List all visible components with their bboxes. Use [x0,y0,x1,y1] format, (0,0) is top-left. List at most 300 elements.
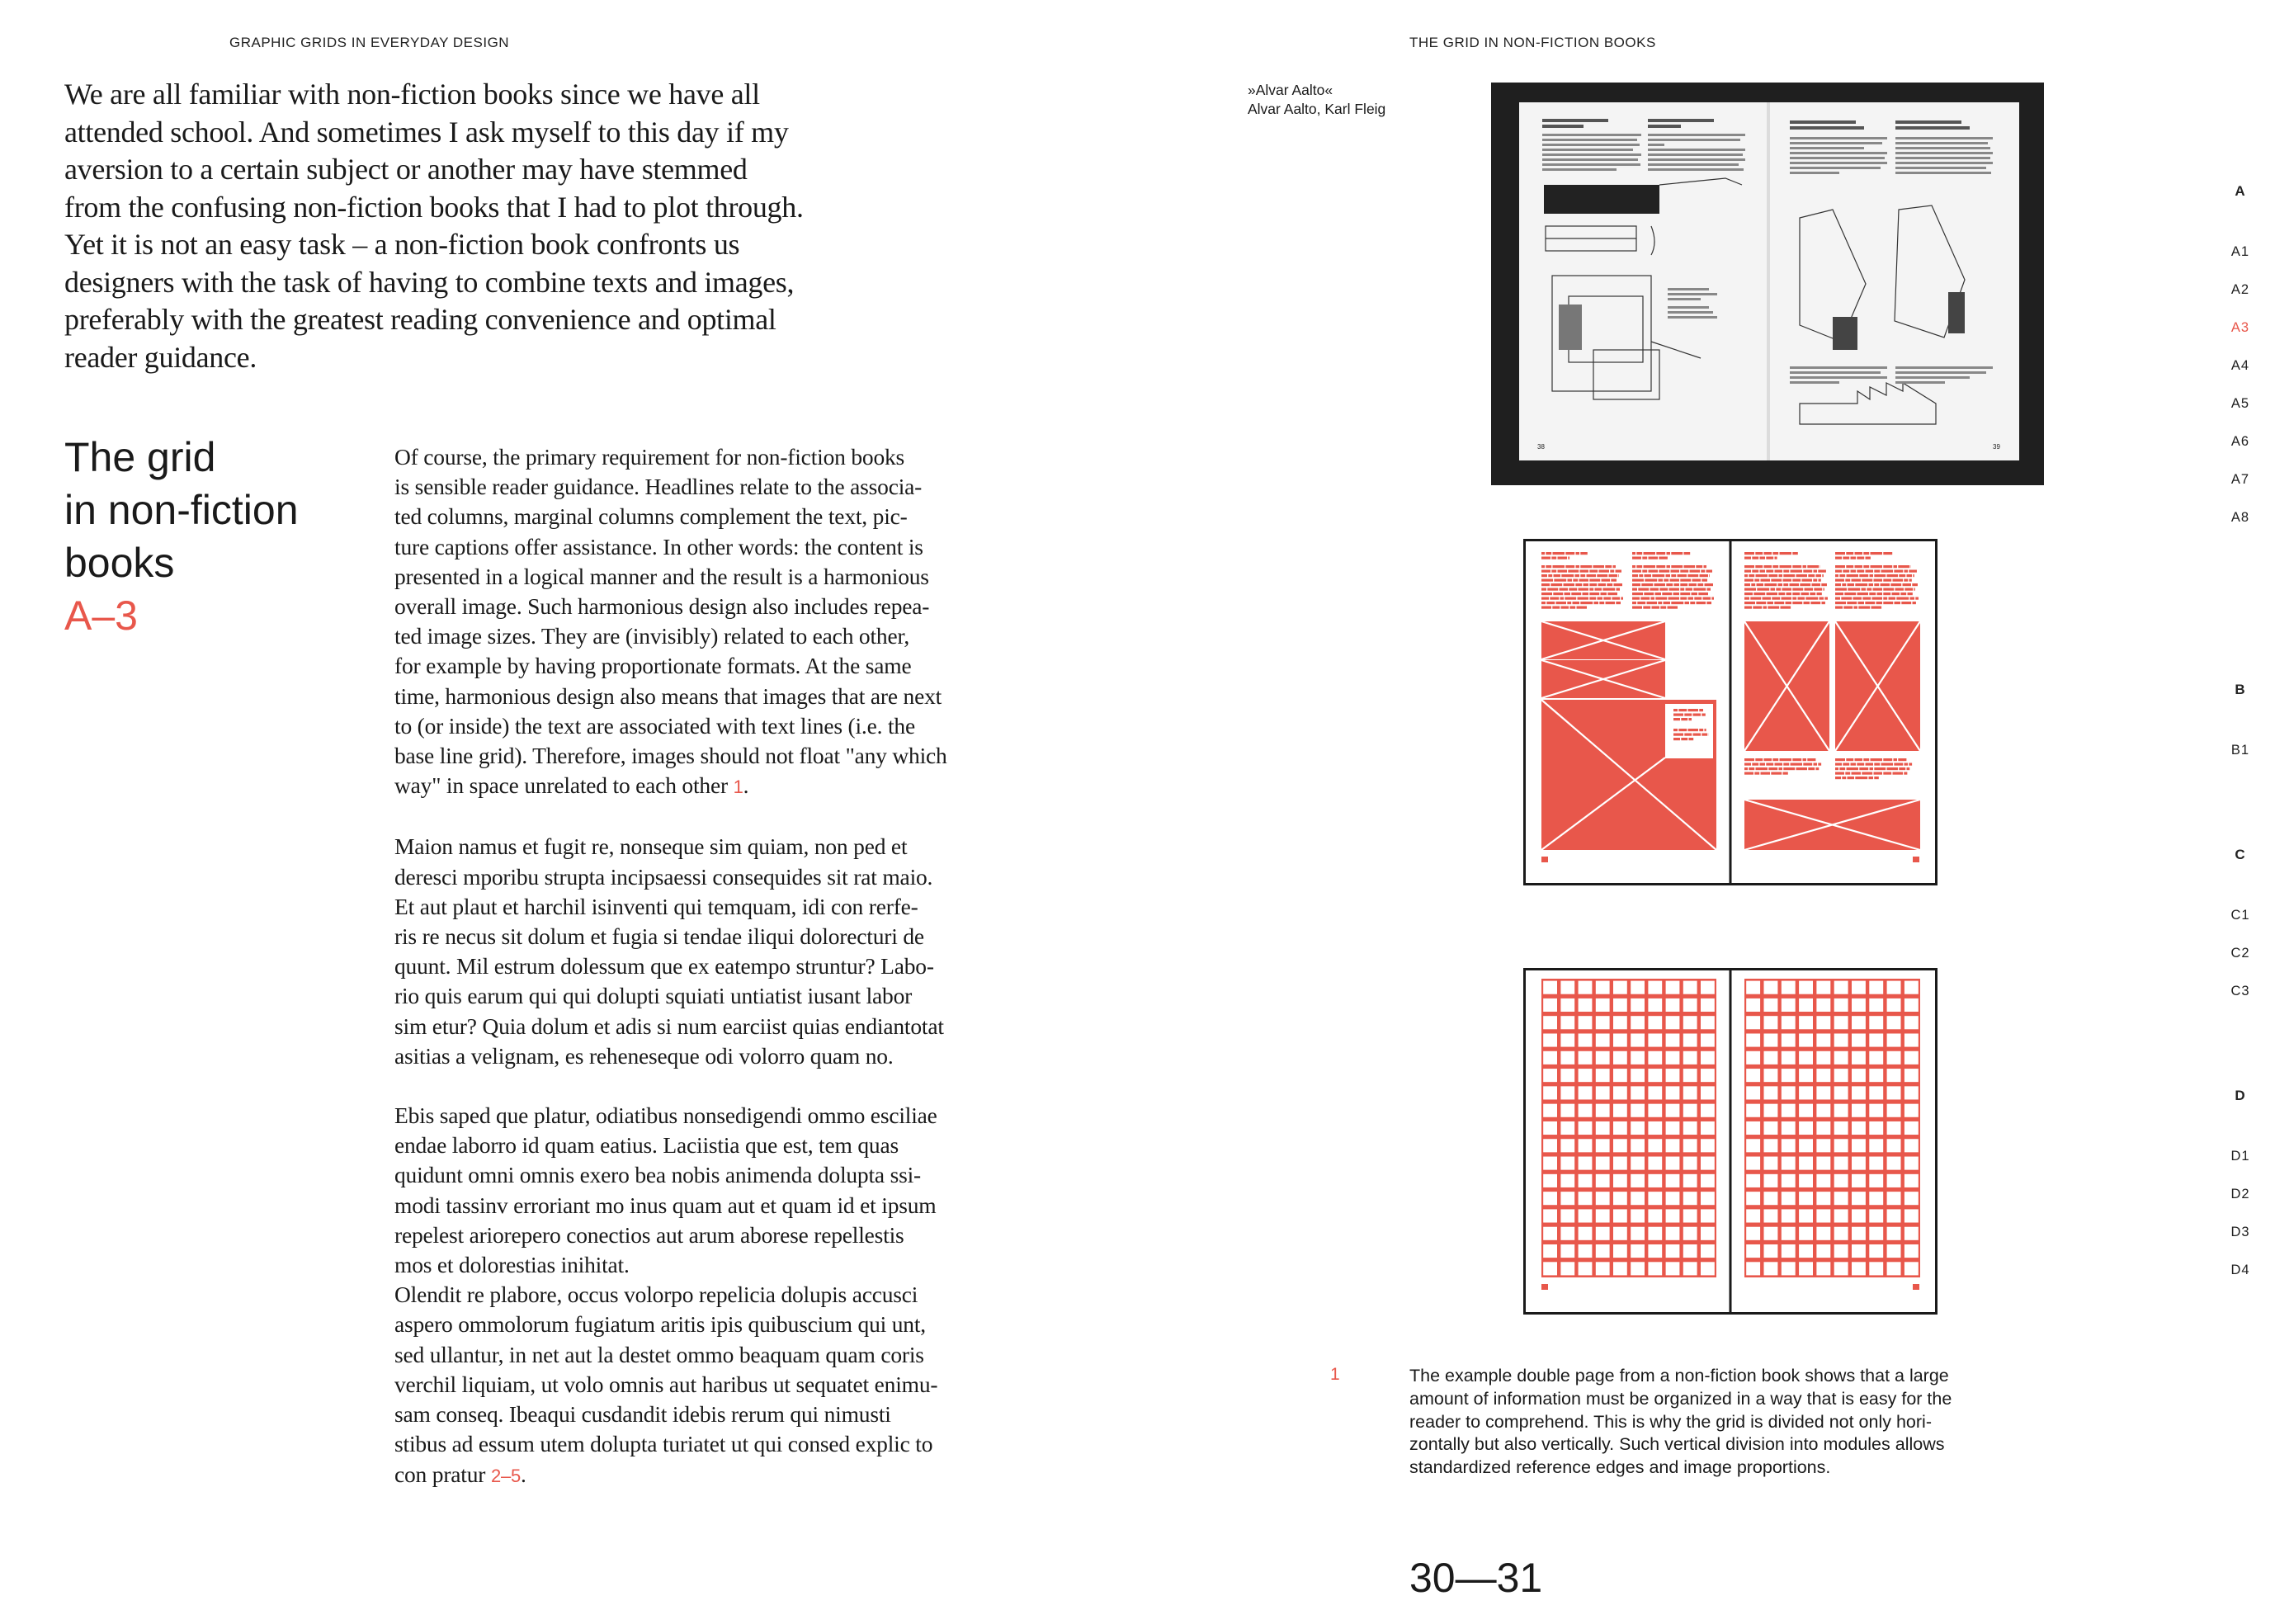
intro-line: from the confusing non-fiction books that I had to plot through. [64,190,804,224]
grid-module [1701,1104,1715,1117]
text-placeholder [1883,758,1892,761]
grid-module [1648,981,1662,994]
text-placeholder [1874,777,1879,779]
grid-module [1852,1121,1866,1135]
text-placeholder [1783,763,1789,766]
index-section-c[interactable]: C [2235,847,2246,862]
grid-module [1904,1086,1919,1099]
grid-module [1666,1192,1680,1205]
text-placeholder [1835,767,1838,770]
grid-module [1560,1192,1574,1205]
body-line: ris re necus sit dolum et fugia si tendae iliqui dolorecturi de [394,923,924,950]
grid-module [1887,1157,1901,1170]
grid-module [1746,1016,1760,1029]
text-placeholder [1603,597,1611,600]
grid-module [1543,1016,1557,1029]
text-placeholder [1666,574,1671,577]
text-placeholder [1598,597,1603,600]
text-placeholder [1894,763,1903,766]
grid-module [1560,1104,1574,1117]
grid-module [1648,1069,1662,1082]
grid-module [1648,998,1662,1012]
text-placeholder [1568,570,1579,573]
grid-module [1579,1051,1593,1065]
grid-module [1631,1192,1645,1205]
grid-module [1799,1139,1813,1152]
text-placeholder [1895,588,1904,591]
text-placeholder [1817,592,1822,595]
figure-reference-1[interactable]: 1 [733,777,743,798]
grid-module [1746,1086,1760,1099]
body-line: repelest ariorepero conectios aut arum aborese repellestis [394,1221,904,1248]
grid-module [1869,1086,1883,1099]
text-placeholder [1842,583,1846,586]
grid-module [1834,1192,1848,1205]
text-placeholder [1855,565,1863,568]
text-placeholder [1561,574,1574,577]
grid-module [1887,1121,1901,1135]
grid-module [1746,1121,1760,1135]
grid-module [1613,1192,1627,1205]
grid-module [1887,981,1901,994]
grid-module [1666,1227,1680,1240]
grid-module [1648,1262,1662,1275]
text-placeholder [1883,597,1887,600]
text-placeholder [1602,579,1611,582]
grid-module [1782,1069,1796,1082]
body-paragraph-3 [394,1101,1038,1280]
text-placeholder [1805,597,1818,600]
grid-module [1543,1104,1557,1117]
photo-page-left: 38 [1537,443,1545,451]
grid-module [1904,1209,1919,1222]
index-section-d[interactable]: D [2235,1088,2246,1103]
grid-module [1746,1104,1760,1117]
text-placeholder [1565,552,1574,555]
grid-module [1701,1016,1715,1029]
grid-module [1852,1209,1866,1222]
text-placeholder [1883,565,1892,568]
grid-module [1746,1192,1760,1205]
text-placeholder [1568,579,1573,582]
text-placeholder [1814,570,1818,573]
grid-module [1683,1157,1697,1170]
grid-module [1579,1157,1593,1170]
text-placeholder [1791,763,1803,766]
grid-module [1782,1016,1796,1029]
text-placeholder [1857,592,1869,595]
text-placeholder [1699,709,1703,711]
text-placeholder [1821,583,1827,586]
index-section-b[interactable]: B [2235,682,2246,697]
text-placeholder [1816,574,1822,577]
text-placeholder [1659,557,1668,559]
grid-module [1666,1262,1680,1275]
modular-grid-diagram [1523,968,1938,1315]
text-placeholder [1541,574,1547,577]
text-placeholder [1883,588,1894,591]
text-placeholder [1772,565,1778,568]
grid-module [1816,1051,1830,1065]
grid-module [1560,1139,1574,1152]
folio-marker [1913,857,1919,862]
grid-module [1631,1262,1645,1275]
index-item-a7[interactable]: A7 [2230,472,2250,487]
grid-module [1560,1209,1574,1222]
grid-module [1904,1227,1919,1240]
text-placeholder [1835,758,1845,761]
layout-schematic-diagram [1523,539,1938,885]
text-placeholder [1847,767,1859,770]
text-placeholder [1541,557,1550,559]
text-placeholder [1689,583,1697,586]
body-line: sed ullantur, in net aut la destet ommo beaquam quam coris [394,1341,924,1367]
grid-module [1560,1051,1574,1065]
body-line: modi tassinv erroriant mo inus quam aut et quam id et ipsum [394,1192,937,1218]
grid-module [1631,981,1645,994]
text-placeholder [1688,597,1694,600]
text-placeholder [1705,729,1706,731]
text-placeholder [1796,574,1808,577]
text-placeholder [1689,738,1694,740]
text-placeholder [1553,592,1563,595]
grid-module [1579,1016,1593,1029]
grid-module [1560,1016,1574,1029]
text-placeholder [1689,718,1692,720]
body-line: overall image. Such harmonious design also includes repea- [394,593,930,620]
text-placeholder [1842,777,1846,779]
text-placeholder [1835,772,1844,775]
grid-module [1683,1086,1697,1099]
grid-module [1834,1016,1848,1029]
text-placeholder [1857,570,1864,573]
grid-module [1799,998,1813,1012]
text-placeholder [1680,579,1691,582]
text-placeholder [1779,767,1783,770]
grid-module [1596,1069,1610,1082]
grid-module [1799,1174,1813,1187]
text-placeholder [1909,579,1912,582]
text-placeholder [1892,592,1900,595]
text-placeholder [1871,565,1883,568]
body-line: for example by having proportionate formats. At the same [394,653,912,679]
grid-module [1648,1192,1662,1205]
text-placeholder [1632,579,1644,582]
grid-module [1782,1121,1796,1135]
text-placeholder [1541,552,1545,555]
text-placeholder [1612,597,1621,600]
grid-module [1764,1209,1778,1222]
text-placeholder [1898,565,1909,568]
grid-module [1816,1174,1830,1187]
index-item-b1[interactable]: B1 [2230,743,2250,758]
text-placeholder [1673,738,1680,740]
text-placeholder [1558,570,1568,573]
grid-module [1887,1086,1901,1099]
grid-module [1560,998,1574,1012]
grid-module [1816,1121,1830,1135]
grid-module [1631,1104,1645,1117]
text-placeholder [1744,763,1751,766]
text-placeholder [1656,552,1665,555]
index-item-a5[interactable]: A5 [2230,396,2250,411]
grid-module [1852,1104,1866,1117]
text-placeholder [1866,763,1874,766]
grid-module [1596,1139,1610,1152]
grid-module [1834,1157,1848,1170]
text-placeholder [1865,602,1875,604]
index-item-c2[interactable]: C2 [2230,946,2250,961]
text-placeholder [1835,588,1847,591]
grid-module [1782,1086,1796,1099]
index-item-a4[interactable]: A4 [2230,358,2250,373]
grid-module [1579,1033,1593,1046]
text-placeholder [1778,592,1785,595]
text-placeholder [1764,583,1777,586]
text-placeholder [1753,592,1765,595]
grid-module [1816,1016,1830,1029]
grid-module [1648,1157,1662,1170]
text-placeholder [1560,588,1569,591]
grid-module [1543,998,1557,1012]
grid-module [1869,1174,1883,1187]
index-item-d4[interactable]: D4 [2230,1263,2250,1277]
text-placeholder [1541,588,1546,591]
grid-module [1648,1227,1662,1240]
text-placeholder [1910,597,1915,600]
grid-module [1579,1139,1593,1152]
grid-module [1596,1174,1610,1187]
text-placeholder [1803,763,1812,766]
source-title: »Alvar Aalto« [1248,82,1333,98]
body-line: sam conseq. Ibeaqui cusdandit idebis rerum qui nimusti [394,1401,891,1428]
grid-module [1579,1104,1593,1117]
index-item-d2[interactable]: D2 [2230,1187,2250,1201]
text-placeholder [1792,552,1798,555]
text-placeholder [1607,583,1612,586]
text-placeholder [1589,579,1600,582]
text-placeholder [1702,734,1707,736]
photo-spread-pages [1519,102,2019,460]
grid-module [1631,1174,1645,1187]
grid-module [1904,1016,1919,1029]
text-placeholder [1693,714,1702,716]
text-placeholder [1904,763,1909,766]
text-placeholder [1632,597,1640,600]
grid-module [1701,1121,1715,1135]
grid-module [1613,1244,1627,1258]
grid-module [1887,1192,1901,1205]
index-item-c3[interactable]: C3 [2230,984,2250,998]
grid-module [1887,1104,1901,1117]
index-item-d1[interactable]: D1 [2230,1149,2250,1164]
grid-module [1816,1157,1830,1170]
caption-line: reader to comprehend. This is why the grid is divided not only hori- [1409,1411,1932,1432]
text-placeholder [1704,565,1707,568]
text-placeholder [1659,579,1664,582]
grid-module [1648,1051,1662,1065]
figure-reference-2-5[interactable]: 2–5 [490,1465,522,1486]
body-paragraph-1: Of course, the primary requirement for non-fiction books is sensible reader guidance. Headlines relate to the associa- ted columns, marginal columns complement the text, pic- ture captions offer assistance. In other words: the content is presented in a logical manner and the result is a harmonious overall image. Such harmonious design also includes repea- ted image sizes. They are (invisibly) related to each other, for example by having proportionate formats. At the same time, harmonious design also means that images that are next to (or inside) the text are associated with text lines (i.e. the base line grid). Therefore, images should not float "any which way" in space unrelated to each other 1. [394,444,947,799]
text-placeholder [1659,588,1668,591]
text-placeholder [1766,570,1773,573]
text-placeholder [1575,583,1582,586]
grid-module [1613,1174,1627,1187]
body-line: rio quis earum qui qui dolupti squiati untiatist iusant labor [394,983,913,1009]
grid-module [1799,1121,1813,1135]
text-placeholder [1644,592,1654,595]
text-placeholder [1887,767,1899,770]
text-placeholder [1761,772,1771,775]
grid-module [1560,1227,1574,1240]
text-placeholder [1841,597,1852,600]
index-item-c1[interactable]: C1 [2230,908,2250,923]
text-placeholder [1775,557,1777,559]
index-item-a1[interactable]: A1 [2230,244,2250,259]
grid-module [1683,1262,1697,1275]
text-placeholder [1580,574,1585,577]
index-item-a8[interactable]: A8 [2230,510,2250,525]
grid-module [1799,1104,1813,1117]
text-placeholder [1541,579,1553,582]
text-placeholder [1874,767,1886,770]
text-placeholder [1611,579,1617,582]
text-placeholder [1548,574,1552,577]
text-placeholder [1818,570,1826,573]
text-placeholder [1845,772,1850,775]
text-placeholder [1881,583,1890,586]
grid-module [1852,1244,1866,1258]
text-placeholder [1843,763,1849,766]
text-placeholder [1614,583,1623,586]
text-placeholder [1851,763,1857,766]
text-placeholder [1541,607,1551,609]
grid-module [1683,1104,1697,1117]
grid-module [1543,1209,1557,1222]
grid-module [1666,1104,1680,1117]
text-placeholder [1804,602,1810,604]
grid-module [1816,998,1830,1012]
body-line: quunt. Mil estrum dolessum que ex eatempo struntur? Labo- [394,953,934,980]
text-placeholder [1601,592,1607,595]
text-placeholder [1778,583,1783,586]
text-placeholder [1567,602,1571,604]
text-placeholder [1894,570,1903,573]
text-placeholder [1852,772,1862,775]
grid-module [1579,1227,1593,1240]
grid-module [1631,1069,1645,1082]
text-placeholder [1697,602,1706,604]
grid-module [1579,1086,1593,1099]
grid-module [1596,1051,1610,1065]
grid-module [1887,1016,1901,1029]
grid-module [1887,1174,1901,1187]
text-placeholder [1541,597,1549,600]
text-placeholder [1913,574,1914,577]
index-item-a2[interactable]: A2 [2230,282,2250,297]
grid-module [1869,1209,1883,1222]
text-placeholder [1744,570,1751,573]
text-placeholder [1887,574,1899,577]
text-placeholder [1593,565,1605,568]
text-placeholder [1632,583,1640,586]
text-placeholder [1561,607,1569,609]
grid-module [1613,1121,1627,1135]
grid-module [1666,998,1680,1012]
index-item-a3[interactable]: A3 [2230,320,2250,335]
text-placeholder [1580,565,1592,568]
index-item-a6[interactable]: A6 [2230,434,2250,449]
text-placeholder [1749,574,1754,577]
text-placeholder [1599,602,1604,604]
body-line: deresci mporibu strupta incipsaessi consequides sit rat maio. [394,863,933,890]
grid-module [1666,1051,1680,1065]
grid-module [1631,1121,1645,1135]
grid-module [1869,1033,1883,1046]
grid-module [1764,1192,1778,1205]
grid-module [1746,981,1760,994]
text-placeholder [1872,597,1883,600]
grid-module [1596,1244,1610,1258]
text-placeholder [1656,565,1665,568]
text-placeholder [1645,574,1652,577]
grid-module [1904,998,1919,1012]
text-placeholder [1688,729,1699,731]
text-placeholder [1847,574,1859,577]
text-placeholder [1862,588,1867,591]
text-placeholder [1580,552,1588,555]
body-line: ture captions offer assistance. In other words: the content is [394,533,923,559]
grid-module [1764,981,1778,994]
grid-module [1834,1227,1848,1240]
text-placeholder [1768,574,1777,577]
grid-module [1887,1033,1901,1046]
grid-module [1764,1033,1778,1046]
text-placeholder [1667,565,1671,568]
text-placeholder [1652,574,1664,577]
body-line: presented in a logical manner and the result is a harmonious [394,563,929,589]
text-placeholder [1541,565,1545,568]
grid-module [1701,1209,1715,1222]
page-numbers: 30—31 [1409,1555,1543,1601]
grid-module [1834,1174,1848,1187]
index-item-d3[interactable]: D3 [2230,1225,2250,1239]
grid-module [1613,1227,1627,1240]
text-placeholder [1551,557,1556,559]
grid-module [1701,1157,1715,1170]
text-placeholder [1550,583,1562,586]
text-placeholder [1638,588,1649,591]
text-placeholder [1914,588,1915,591]
grid-module [1648,1209,1662,1222]
index-section-a[interactable]: A [2235,183,2246,199]
text-placeholder [1754,772,1759,775]
text-placeholder [1644,565,1656,568]
text-placeholder [1645,579,1657,582]
text-placeholder [1843,557,1849,559]
text-placeholder [1680,592,1690,595]
text-placeholder [1667,552,1671,555]
grid-module [1834,1104,1848,1117]
intro-line: Yet it is not an easy task – a non-fiction book confronts us [64,228,740,261]
text-placeholder [1702,714,1706,716]
text-placeholder [1651,597,1655,600]
grid-module [1852,1227,1866,1240]
text-placeholder [1602,588,1615,591]
grid-module [1887,1227,1901,1240]
text-placeholder [1546,565,1551,568]
grid-module [1666,1157,1680,1170]
